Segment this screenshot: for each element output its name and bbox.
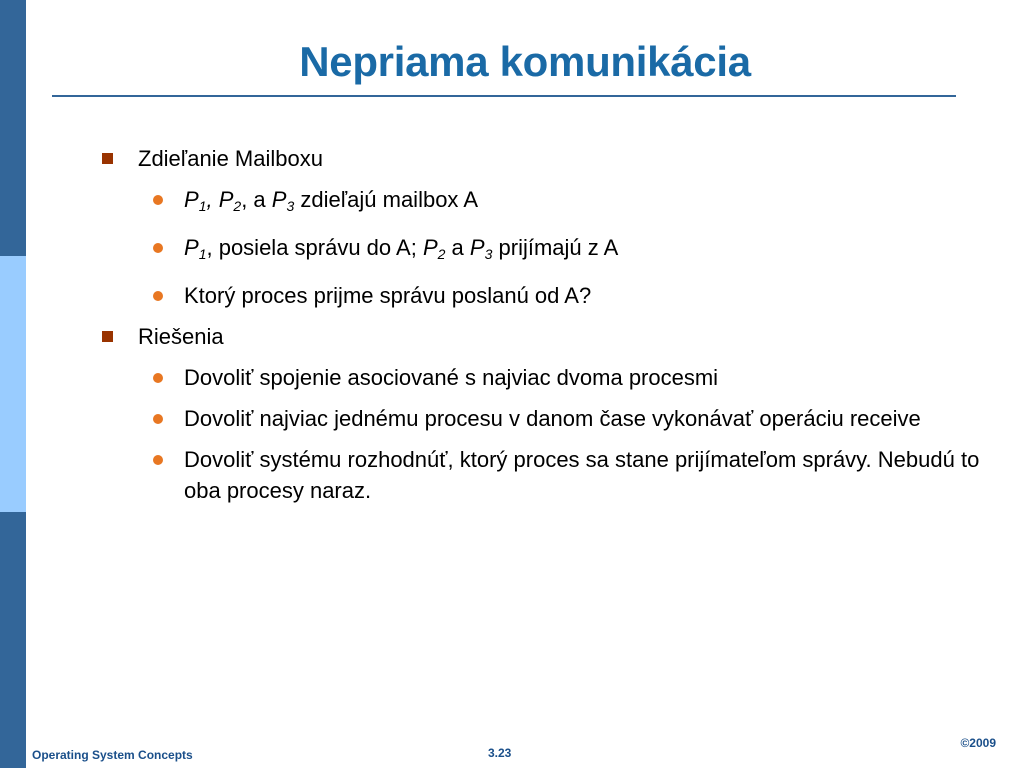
dot-bullet-icon — [153, 455, 163, 465]
subscript: 1 — [198, 198, 207, 214]
footer-course-title: Operating System Concepts — [32, 748, 193, 762]
title-divider — [52, 95, 956, 97]
process-name: P — [218, 187, 234, 212]
bullet-text: Dovoliť spojenie asociované s najviac dvoma procesmi — [184, 365, 719, 390]
slide-content — [100, 143, 1000, 516]
bullet-level2 — [100, 403, 1000, 434]
subscript: 3 — [484, 246, 493, 262]
bullet-text: Dovoliť systému rozhodnúť, ktorý proces sa stane prijímateľom správy. Nebudú to oba procesy naraz. — [184, 447, 980, 503]
subscript: 2 — [437, 246, 446, 262]
bullet-level2 — [100, 362, 1000, 393]
bullet-text: Riešenia — [138, 324, 224, 349]
process-name: P — [184, 235, 199, 260]
bullet-level1 — [100, 143, 1000, 175]
square-bullet-icon — [102, 153, 113, 164]
subscript: 3 — [286, 198, 295, 214]
bullet-text-rest: prijímajú z A — [492, 235, 619, 260]
subscript: 1 — [198, 246, 207, 262]
bullet-text-mid: , posiela správu do A; — [206, 235, 423, 260]
process-name: P — [422, 235, 438, 260]
bullet-text: Dovoliť najviac jednému procesu v danom čase vykonávať operáciu receive — [184, 406, 921, 431]
process-name: P — [184, 187, 199, 212]
bullet-text-rest: zdieľajú mailbox A — [294, 187, 478, 212]
process-name: P — [271, 187, 287, 212]
bullet-text: Zdieľanie Mailboxu — [138, 146, 323, 171]
left-side-bar-highlight — [0, 256, 26, 512]
separator: , — [206, 187, 219, 212]
slide-title: Nepriama komunikácia — [299, 38, 751, 85]
square-bullet-icon — [102, 331, 113, 342]
dot-bullet-icon — [153, 195, 163, 205]
bullet-level2 — [100, 184, 1000, 222]
bullet-text-mid: a — [445, 235, 470, 260]
footer-copyright: ©2009 — [960, 736, 996, 750]
dot-bullet-icon — [153, 243, 163, 253]
dot-bullet-icon — [153, 414, 163, 424]
bullet-level2 — [100, 444, 1000, 506]
process-name: P — [469, 235, 485, 260]
subscript: 2 — [233, 198, 242, 214]
bullet-level2 — [100, 232, 1000, 270]
bullet-level2 — [100, 280, 1000, 311]
dot-bullet-icon — [153, 373, 163, 383]
bullet-level1 — [100, 321, 1000, 353]
footer-slide-number: 3.23 — [488, 746, 512, 760]
dot-bullet-icon — [153, 291, 163, 301]
bullet-text: Ktorý proces prijme správu poslanú od A? — [184, 283, 592, 308]
separator: , a — [241, 187, 272, 212]
